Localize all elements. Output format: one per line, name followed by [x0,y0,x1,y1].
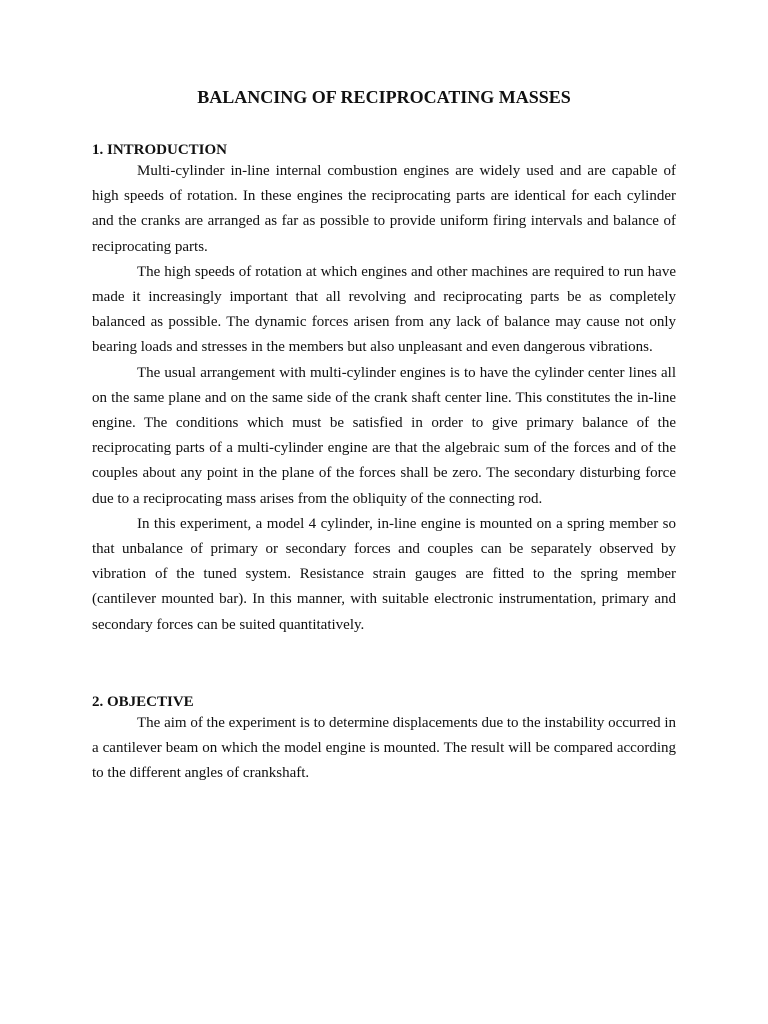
section-objective [92,693,676,787]
section-heading-introduction: 1. INTRODUCTION [92,142,228,158]
section-introduction [92,141,676,638]
paragraph: In this experiment, a model 4 cylinder, in-line engine is mounted on a spring member so that unbalance of primary or secondary forces and couples can be separately observed by vibration of the tuned system. Resistance strain gauges are fitted to the spring member (cantilever mounted bar). In this manner, with suitable electronic instrumentation, primary and secondary forces can be suited quantitatively. [92,515,676,633]
section-heading-objective: 2. OBJECTIVE [92,694,194,710]
paragraph: The usual arrangement with multi-cylinder engines is to have the cylinder center lines all on the same plane and on the same side of the crank shaft center line. This constitutes the in-line engine. The conditions which must be satisfied in order to give primary balance of the reciprocating parts of a multi-cylinder engine are that the algebraic sum of the forces and of the couples about any point in the plane of the forces shall be zero. The secondary disturbing force due to a reciprocating mass arises from the obliquity of the connecting rod. [92,364,676,507]
paragraph: The high speeds of rotation at which engines and other machines are required to run have made it increasingly important that all revolving and reciprocating parts be as completely balanced as possible. The dynamic forces arisen from any lack of balance may cause not only bearing loads and stresses in the members but also unpleasant and even dangerous vibrations. [92,263,676,356]
paragraph: The aim of the experiment is to determine displacements due to the instability occurred in a cantilever beam on which the model engine is mounted. The result will be compared according to the different angles of crankshaft. [92,715,677,782]
paragraph: Multi-cylinder in-line internal combustion engines are widely used and are capable of high speeds of rotation. In these engines the reciprocating parts are identical for each cylinder and the cranks are arranged as far as possible to provide uniform firing intervals and balance of reciprocating parts. [92,163,676,255]
document-title: BALANCING OF RECIPROCATING MASSES [197,87,571,107]
